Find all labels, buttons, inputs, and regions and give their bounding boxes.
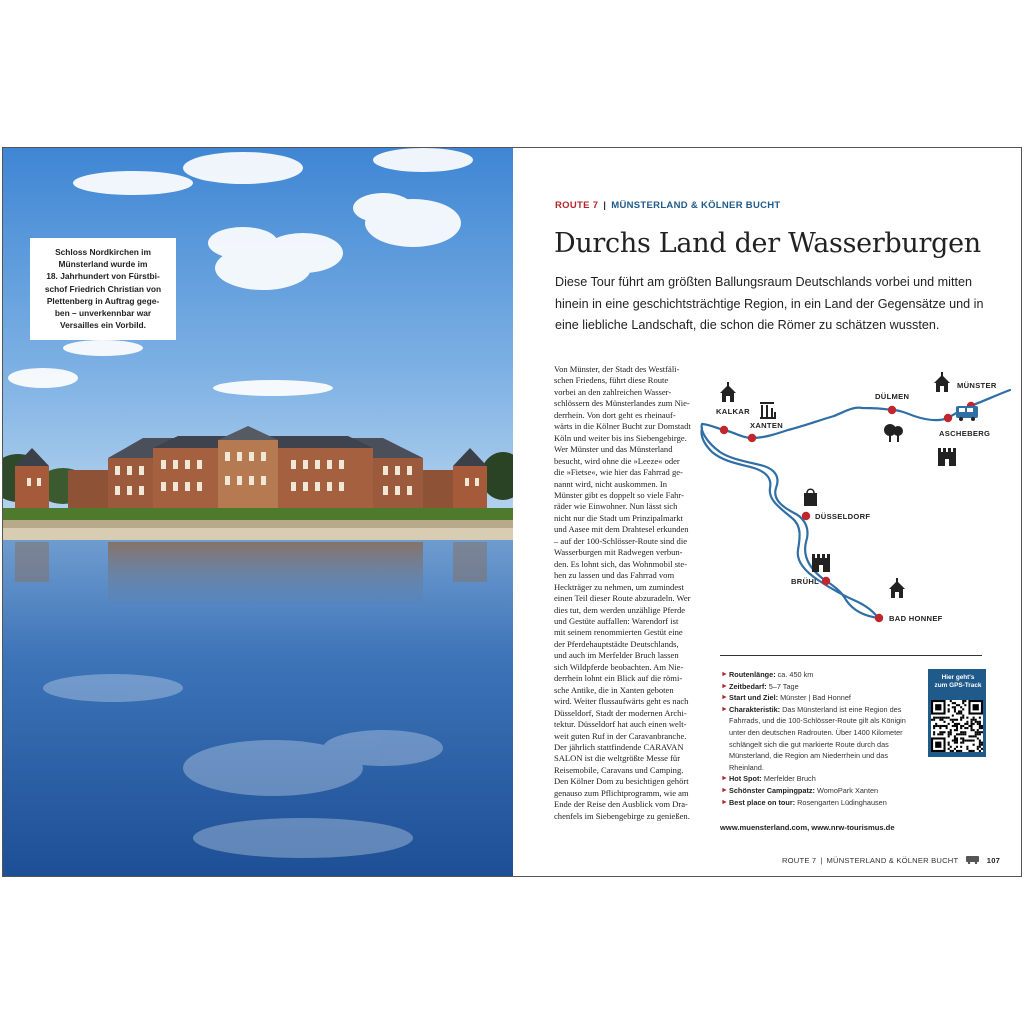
body-line: der Pferdehauptstädte Deutschlands, (554, 638, 679, 649)
body-line: Wer Münster und das Münsterland (554, 444, 673, 455)
tree-icon (884, 424, 903, 442)
route-map (694, 366, 1019, 626)
info-character-line: schlängelt sich die gut markierte Route durch das (729, 739, 889, 749)
body-column (554, 364, 703, 822)
stop-duelmen (888, 406, 896, 414)
body-line: derrhein lohnt ein Blick auf die römi- (554, 673, 683, 684)
body-line: und Gestüte auffallen: Warendorf ist (554, 615, 679, 626)
castle-icon (812, 554, 830, 572)
info-camping: ► Schönster Campingpatz: WomoPark Xanten (721, 785, 879, 795)
info-character-line: unter den deutschen Radrouten. Über 1400 Kilometer (729, 727, 903, 737)
body-line: und auch im Merfelder Bruch lassen (554, 650, 679, 661)
camper-van-icon (966, 856, 980, 864)
stop-ascheberg (944, 414, 952, 422)
footer-region: MÜNSTERLAND & KÖLNER BUCHT (826, 856, 959, 865)
footer-separator: | (820, 856, 823, 865)
qr-code-icon[interactable] (931, 700, 983, 752)
footer-route: ROUTE 7 (782, 856, 817, 865)
stop-kalkar (720, 426, 728, 434)
website-links[interactable]: www.muensterland.com, www.nrw-tourismus.de (720, 823, 895, 832)
body-line: und Aasee mit dem Drahtesel erkunden (554, 524, 689, 535)
info-character-line: Rheinland. (729, 762, 764, 772)
body-line: besucht, wird ohne die »Leeze« oder (554, 455, 680, 466)
body-line: sche Antike, die in Xanten geboten (554, 684, 674, 695)
stop-duesseldorf (802, 512, 810, 520)
church-icon (934, 372, 950, 392)
map-label-bruehl: BRÜHL (791, 577, 820, 586)
body-line: tektur. Düsseldorf hat auch einen welt- (554, 719, 687, 730)
body-line: Von Münster, der Stadt des Westfäli- (554, 364, 680, 374)
page-number: 107 (986, 856, 1001, 865)
body-line: schlössern des Münsterlandes zum Nie- (554, 398, 690, 409)
header-separator: | (603, 200, 607, 211)
info-character-line: Münsterland, die Region am Niederrhein und das (729, 751, 889, 761)
route-region: MÜNSTERLAND & KÖLNER BUCHT (611, 200, 781, 211)
stop-xanten (748, 434, 756, 442)
body-line: sich Wildpferde beobachten. Am Nie- (554, 661, 684, 672)
body-line: wird. Weiter flussaufwärts geht es nach (554, 696, 689, 707)
body-line: nicht nur die Stadt um Prinzipalmarkt (554, 512, 683, 523)
map-label-muenster: MÜNSTER (957, 381, 997, 390)
body-line: Ende der Reise den Ausblick vom Dra- (554, 799, 688, 810)
lead-paragraph (555, 272, 995, 337)
map-label-ascheberg: ASCHEBERG (939, 429, 991, 438)
info-character-line: Fahrrads, und die 100-Schlösser-Route gilt als Königin (729, 716, 906, 726)
info-start-end: ► Start und Ziel: Münster | Bad Honnef (721, 693, 851, 703)
map-label-xanten: XANTEN (750, 421, 784, 430)
church-icon (720, 382, 736, 402)
book-spread (2, 147, 1022, 877)
page-footer (782, 856, 1000, 865)
arrow-icon: ► (721, 671, 728, 678)
map-label-duelmen: DÜLMEN (875, 392, 910, 401)
caption-line: ben – unverkennbar war (54, 308, 152, 319)
body-line: Den Kölner Dom zu besichtigen gehört (554, 776, 689, 787)
info-time: ► Zeitbedarf: 5–7 Tage (721, 681, 799, 691)
caption-line: Münsterland wurde im (58, 259, 148, 270)
body-line: Der jährlich stattfindende CARAVAN (554, 741, 684, 752)
gps-track-label: Hier geht's zum GPS-Track (934, 674, 982, 690)
body-line: Düsseldorf, Stadt der modernen Archi- (554, 707, 687, 718)
body-line: Wasserburgen mit Radwegen verbun- (554, 547, 683, 558)
body-line: mit seinem renommierten Gestüt eine (554, 627, 683, 638)
map-label-bad-honnef: BAD HONNEF (889, 614, 943, 623)
text-page (514, 148, 1021, 876)
body-line: wärts in die Kölner Bucht zur Domstadt (554, 421, 691, 432)
church-icon (889, 578, 905, 598)
shopping-bag-icon (804, 489, 817, 506)
lead-line: eine liebliche Landschaft, die schon die Römer zu schätzen wussten. (555, 318, 940, 332)
roman-ruins-icon (760, 402, 776, 419)
castle-icon (938, 448, 956, 466)
body-line: räder wie Einwohner. Nun lässt sich (554, 501, 678, 512)
arrow-icon: ► (721, 682, 728, 690)
body-line: derrhein. Von dort geht es rheinauf- (554, 409, 676, 420)
page-title: Durchs Land der Wasserburgen (554, 228, 981, 259)
body-line: einen Teil dieser Route abzuradeln. Wer (554, 593, 691, 604)
info-divider (720, 655, 982, 656)
body-line: Münster gibt es doppelt so viele Fahr- (554, 489, 684, 500)
body-line: dies tut, dem werden unzählige Pferde (554, 604, 686, 615)
lead-line: Diese Tour führt am größten Ballungsraum Deutschlands vorbei und mitten (555, 275, 972, 289)
castle-photo (3, 148, 513, 876)
route-line (701, 390, 1010, 618)
body-line: schen Friedens, führt diese Route (554, 375, 669, 386)
info-character: ► Charakteristik: Das Münsterland ist eine Region des (721, 704, 902, 714)
info-hotspot: ► Hot Spot: Merfelder Bruch (721, 774, 816, 784)
caption-line: Schloss Nordkirchen im (55, 247, 151, 257)
arrow-icon: ► (721, 694, 728, 702)
body-line: – auf der 100-Schlösser-Route sind die (554, 535, 687, 546)
body-line: den. Es lohnt sich, das Wohnmobil ste- (554, 558, 688, 569)
gps-track-box[interactable] (928, 669, 986, 757)
caption-line: 18. Jahrhundert von Fürstbi- (46, 271, 160, 282)
arrow-icon: ► (721, 775, 728, 783)
body-line: hen zu lassen und das Fahrrad vom (554, 570, 675, 581)
arrow-icon: ► (721, 798, 728, 806)
route-info (721, 669, 926, 808)
caption-line: Plettenberg in Auftrag gege- (46, 295, 160, 306)
stop-bruehl (822, 577, 830, 585)
body-line: vorbei an den zahlreichen Wasser- (554, 386, 672, 397)
photo-caption (30, 238, 176, 340)
camper-van-icon (956, 406, 978, 421)
map-label-duesseldorf: DÜSSELDORF (815, 512, 871, 521)
body-line: Reisemobile, Caravans und Camping. (554, 764, 684, 775)
body-line: Heckträger zu nehmen, um zumindest (554, 581, 684, 592)
body-line: chenfels im Siebengebirge zu genießen. (554, 810, 690, 821)
body-line: weit guten Ruf in der Caravanbranche. (554, 730, 687, 741)
info-route-length: ► Routenlänge: ca. 450 km (721, 670, 814, 679)
body-line: genauso zum Pflichtprogramm, wie am (554, 787, 689, 798)
stop-bad-honnef (875, 614, 883, 622)
lead-line: hinein in eine geschichtsträchtige Region, in ein Land der Gegensätze und in (555, 296, 984, 311)
body-line: Köln und weiter bis ins Siebengebirge. (554, 432, 687, 443)
route-number: ROUTE 7 (555, 200, 599, 211)
body-line: die »Fietse«, wie hier das Fahrrad ge- (554, 467, 683, 478)
route-header (555, 200, 781, 211)
caption-line: Versailles ein Vorbild. (60, 320, 146, 331)
arrow-icon: ► (721, 705, 728, 713)
caption-line: schof Friedrich Christian von (44, 283, 162, 294)
info-best-place: ► Best place on tour: Rosengarten Lüdinghausen (721, 797, 887, 807)
map-label-kalkar: KALKAR (716, 407, 750, 416)
body-line: SALON ist die weltgrößte Messe für (554, 753, 681, 764)
body-line: nannt wird, nicht auskommen. In (554, 478, 667, 489)
arrow-icon: ► (721, 786, 728, 794)
